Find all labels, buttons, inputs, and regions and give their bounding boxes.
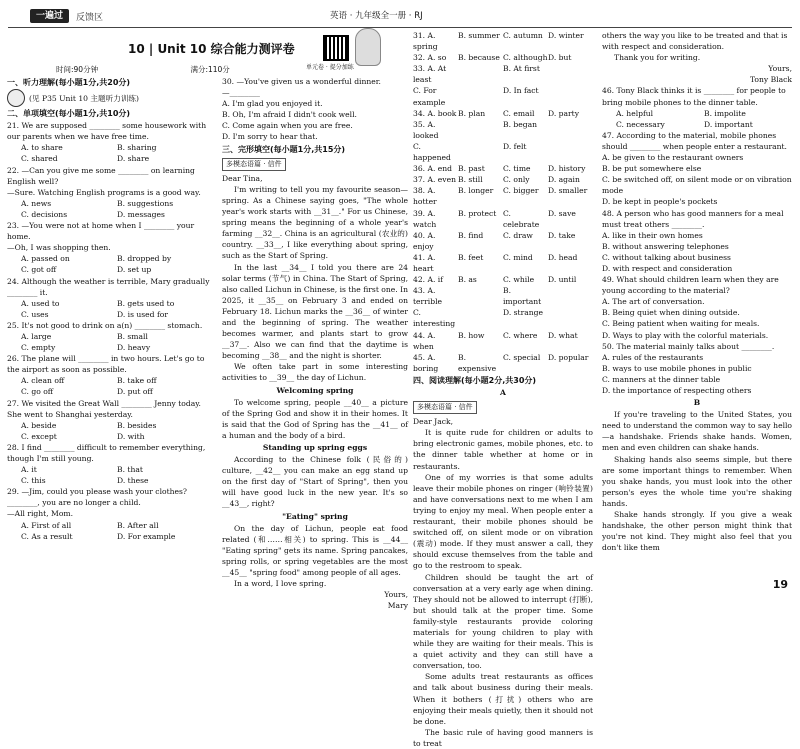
answer-option[interactable]: B. gets used to (117, 298, 175, 308)
passage-paragraph: One of my worries is that some adults leave their mobile phones on ringer (响铃装置) and have conversations next to me when I am trying to enjoy my meal. When people enter a restaurant, their mobile phones should be switched off, on silent mode or on vibration (震动) mode. If they must answer a call, they should excuse themselves from the table and go to the restroom to speak. (413, 472, 593, 571)
answer-option[interactable]: B. began (503, 119, 538, 129)
answer-option[interactable] (458, 119, 503, 141)
mascot-icon (355, 28, 381, 66)
answer-option[interactable]: D. is used for (117, 309, 168, 319)
headphones-icon (7, 89, 25, 107)
answer-options (413, 285, 593, 307)
section-heading: 四、阅读理解(每小题2分,共30分) (413, 375, 537, 385)
answer-options (413, 352, 593, 374)
answer-option[interactable]: D. put off (117, 387, 153, 397)
question-text: C. without talking about business (602, 252, 731, 262)
answer-option[interactable]: A. helpful (616, 108, 654, 118)
answer-option[interactable]: 39. A. watch (413, 208, 437, 229)
answer-options (413, 141, 593, 163)
column-3 (413, 30, 593, 749)
answer-option[interactable]: B. because (458, 53, 500, 63)
answer-options (7, 142, 213, 164)
question-text: D. with respect and consideration (602, 263, 733, 273)
question-text: 30. —You've given us a wonderful dinner. (222, 77, 381, 86)
answer-option[interactable]: A. it (21, 465, 37, 475)
question-text: —Sure. Watching English programs is a good way. (7, 187, 201, 197)
brand-logo: 一遍过 (30, 9, 69, 23)
section-heading: 三、完形填空(每小题1分,共15分) (222, 144, 346, 154)
answer-option[interactable]: D. take (548, 230, 576, 240)
answer-option[interactable]: C. while (503, 275, 535, 285)
genre-tag: 多模态语篇 · 信件 (413, 401, 477, 414)
answer-option[interactable]: B. how (458, 330, 485, 340)
passage-paragraph: In a word, I love spring. (234, 579, 327, 589)
answer-option[interactable]: D. heavy (117, 343, 151, 353)
answer-option[interactable]: C. where (503, 330, 538, 340)
answer-option[interactable]: 43. A. terrible (413, 286, 443, 307)
question-text: D. Ways to play with the colorful materials. (602, 330, 769, 340)
answer-option[interactable]: C. decisions (21, 209, 68, 219)
page-number: 19 (772, 578, 788, 591)
signature-line: Yours, (384, 590, 408, 600)
answer-option[interactable]: 44. A. when (413, 330, 436, 351)
answer-option[interactable]: D. strange (503, 308, 543, 318)
full-score: 满分:110分 (190, 65, 230, 74)
passage-paragraph: Some adults treat restaurants as offices and talk about business during their meals. When it bothers (打扰) others who are enjoying their meals quietly, then it should not be done. (413, 672, 593, 726)
question-text: 23. —You were not at home when I ________ your home. (7, 221, 195, 242)
passage-paragraph: Shake hands strongly. If you give a weak handshake, the other person might think that you're not kind. They might also feel that you don't like them (602, 510, 792, 553)
question-text: C. Being patient when waiting for meals. (602, 319, 760, 329)
genre-tag: 多模态语篇 · 信件 (222, 158, 286, 171)
passage-paragraph: Shaking hands also seems simple, but there are some important things to remember. When you shake hands, you must look into the other person's eyes the whole time you're shaking hands. (602, 454, 792, 508)
answer-option[interactable]: B. longer (458, 186, 494, 196)
subheading: "Eating" spring (282, 511, 348, 521)
answer-option[interactable]: A. large (21, 331, 52, 341)
answer-option[interactable]: B. expensive (458, 352, 497, 373)
answer-options (413, 230, 593, 252)
answer-option[interactable]: D. smaller (548, 186, 588, 196)
exam-meta (56, 64, 320, 75)
answer-options (413, 274, 593, 285)
question-text: 27. We visited the Great Wall ________ Jenny today. She went to Shanghai yesterday. (7, 398, 201, 419)
question-text: D. I'm sorry to hear that. (222, 132, 318, 142)
question-text: B. without answering telephones (602, 241, 729, 251)
answer-option[interactable]: C. bigger (503, 186, 539, 196)
time-limit: 时间:90分钟 (56, 65, 99, 74)
answer-option[interactable]: B. summer (458, 31, 500, 40)
answer-option[interactable]: C. uses (21, 309, 49, 319)
answer-options (7, 375, 213, 397)
answer-options (413, 252, 593, 274)
answer-options (7, 420, 213, 442)
answer-option[interactable]: 36. A. end (413, 164, 453, 174)
answer-option[interactable]: B. that (117, 465, 143, 475)
answer-option[interactable]: D. For example (117, 531, 176, 541)
question-text: B. be put somewhere else (602, 164, 702, 174)
answer-option[interactable] (548, 85, 593, 107)
question-text: C. be switched off, on silent mode or on vibration mode (602, 175, 792, 196)
question-text: —All right, Mom. (7, 509, 74, 519)
answer-option[interactable]: C. only (503, 175, 530, 185)
subheading: B (693, 398, 701, 408)
answer-options (602, 108, 792, 130)
answer-option[interactable]: C. although (503, 53, 548, 63)
question-text: 49. What should children learn when they are young according to the material? (602, 275, 779, 296)
passage-paragraph: Children should be taught the art of conversation at a very early age when dining. They should not be allowed to interrupt (打断), but should talk at the proper time. Some family-style restaurants provide coloring materials for young children to play with while they are waiting for their meals. This is a quiet activity and they can still have a conversation, too. (413, 572, 593, 671)
answer-option[interactable]: A. passed on (21, 254, 70, 264)
answer-option[interactable]: D. share (117, 154, 150, 164)
signature-line: Tony Black (749, 75, 792, 85)
answer-option[interactable]: D. what (548, 330, 578, 340)
answer-option[interactable]: C. empty (21, 343, 56, 353)
answer-option[interactable]: A. First of all (21, 520, 72, 530)
answer-option[interactable]: 33. A. At least (413, 64, 447, 85)
subheading: A (500, 388, 506, 397)
qr-label: 单元卷 · 提分加练 (306, 64, 354, 71)
question-text: B. ways to use mobile phones in public (602, 363, 752, 373)
answer-option[interactable]: C. celebrate (503, 208, 540, 229)
answer-options (7, 298, 213, 320)
answer-option[interactable]: B. sharing (117, 143, 157, 153)
passage-paragraph: In the last __34__ I told you there are 24 solar terms (节气) in China. The Start of Spring, also called Lichun in Chinese, is the first one. In 2025, it __35__ on February 3 and ended on February 18. Lichun marks the __36__ of winter and the beginning of spring. The weather becomes warmer, and plants start to grow __37__. Also we can find that the daytime is becoming __38__ and the night is shorter. (222, 262, 408, 361)
passage-paragraph: To welcome spring, people __40__ a picture of the Spring God and show it in their homes. It is said that the God of Spring has the __41__ of a human and the body of a bird. (222, 397, 408, 440)
answer-option[interactable]: C. happened (413, 141, 451, 163)
answer-option[interactable]: B. After all (117, 520, 159, 530)
subheading: Standing up spring eggs (262, 443, 368, 452)
answer-option[interactable]: C. this (21, 476, 46, 486)
question-text: D. the importance of respecting others (602, 386, 752, 395)
answer-option[interactable] (458, 285, 503, 307)
answer-option[interactable]: B. At first (503, 64, 540, 74)
question-text: B. Being quiet when dining outside. (602, 308, 740, 318)
answer-options (413, 208, 593, 230)
answer-options (413, 30, 593, 52)
answer-option[interactable]: 35. A. looked (413, 119, 439, 140)
question-text: Dear Jack, (413, 417, 453, 427)
listening-text: (见 P35 Unit 10 主题听力训练) (29, 93, 139, 103)
answer-option[interactable]: A. clean off (21, 376, 65, 386)
answer-option[interactable]: C. As a result (21, 531, 73, 541)
question-text: 48. A person who has good manners for a meal must treat others ________. (602, 208, 784, 229)
answer-option[interactable]: D. important (704, 119, 753, 129)
answer-option[interactable]: D. felt (503, 141, 527, 151)
qr-code-icon[interactable] (323, 35, 349, 61)
question-text: C. Come again when you are free. (222, 121, 353, 131)
answer-option[interactable]: A. to share (21, 143, 63, 153)
answer-option[interactable] (548, 63, 593, 85)
passage-paragraph: According to the Chinese folk (民俗的) culture, __42__ you can make an egg stand up on the first day of "Start of Spring", then you will have good luck in the new year. It's so __43__, right? (222, 455, 408, 509)
answer-option[interactable]: A. beside (21, 420, 57, 430)
answer-option[interactable] (458, 63, 503, 85)
question-text: 22. —Can you give me some ________ on learning English well? (7, 165, 195, 186)
answer-option[interactable]: 31. A. spring (413, 31, 438, 52)
answer-option[interactable]: C. shared (21, 154, 58, 164)
question-text: —Oh, I was shopping then. (7, 243, 111, 253)
answer-option[interactable]: D. In fact (503, 86, 539, 96)
answer-options (413, 185, 593, 207)
answer-option[interactable] (548, 285, 593, 307)
question-text: A. like in their own homes (602, 230, 703, 240)
answer-option[interactable]: D. winter (548, 31, 584, 40)
question-text: —________ (222, 88, 260, 98)
answer-options (7, 198, 213, 220)
answer-option[interactable]: 34. A. book (413, 108, 457, 118)
question-text: A. be given to the restaurant owners (602, 153, 744, 163)
answer-option[interactable]: D. history (548, 164, 586, 174)
answer-option[interactable]: 38. A. hotter (413, 186, 437, 207)
passage-paragraph: I'm writing to tell you my favourite season—spring. As a Chinese saying goes, "The whole year's work starts with __31__." For us Chinese, spring means the beginning of a whole year's farming __32__. China is an agricultural (农业的) country. __33__, I like everything about spring, such as the Start of Spring. (222, 184, 408, 261)
answer-options (413, 307, 593, 329)
answer-option[interactable]: D. head (548, 252, 578, 262)
answer-option[interactable]: D. popular (548, 352, 589, 362)
passage-paragraph: If you're traveling to the United States, you need to understand the common way to say hello—a handshake. Friends shake hands. Women, men and even children can shake hands. (602, 410, 792, 453)
answer-options (413, 330, 593, 352)
answer-option[interactable]: B. past (458, 164, 485, 174)
answer-option[interactable]: C. email (503, 108, 535, 118)
answer-option[interactable]: 42. A. if (413, 275, 444, 285)
question-text: D. be kept in people's pockets (602, 197, 718, 207)
answer-option[interactable]: C. go off (21, 387, 54, 397)
column-4 (602, 30, 792, 553)
answer-option[interactable]: A. used to (21, 298, 60, 308)
question-text: 21. We are supposed ________ some housework with our parents when we have free time. (7, 121, 207, 142)
section-tag: 反馈区 (76, 13, 104, 23)
signature-line: Mary (387, 601, 408, 611)
question-text: 25. It's not good to drink on a(n) ________ stomach. (7, 320, 203, 330)
answer-option[interactable]: D. but (548, 53, 572, 63)
answer-option[interactable] (548, 119, 593, 141)
answer-option[interactable]: C. time (503, 164, 531, 174)
answer-option[interactable] (458, 141, 503, 163)
answer-option[interactable]: B. small (117, 331, 148, 341)
question-text: Dear Tina, (222, 173, 263, 183)
question-text: 50. The material mainly talks about ________. (602, 341, 775, 351)
answer-option[interactable]: B. feet (458, 252, 484, 262)
answer-option[interactable]: B. plan (458, 108, 486, 118)
answer-option[interactable]: B. take off (117, 376, 157, 386)
answer-option[interactable]: A. news (21, 198, 52, 208)
answer-option[interactable]: D. messages (117, 209, 165, 219)
answer-option[interactable]: B. protect (458, 208, 497, 218)
answer-option[interactable]: D. these (117, 476, 149, 486)
answer-options (413, 163, 593, 174)
book-title: 英语 · 九年级全一册 · RJ (330, 11, 423, 21)
answer-option[interactable]: D. with (117, 431, 145, 441)
answer-option[interactable]: B. besides (117, 420, 157, 430)
page-header (8, 7, 792, 28)
answer-options (413, 108, 593, 119)
question-text: C. manners at the dinner table (602, 374, 721, 384)
answer-option[interactable]: B. still (458, 175, 483, 185)
section-heading: 二、单项填空(每小题1分,共10分) (7, 109, 131, 119)
answer-option[interactable]: C. mind (503, 252, 533, 262)
question-text: others the way you like to be treated and that is with respect and consideration. (602, 31, 788, 52)
answer-option[interactable]: C. autumn (503, 31, 543, 40)
passage-paragraph: We often take part in some interesting activities to __39__ the day of Lichun. (222, 362, 408, 383)
answer-option[interactable] (458, 85, 503, 107)
answer-option[interactable]: 41. A. heart (413, 252, 436, 273)
answer-options (413, 52, 593, 63)
question-text: 28. I find ________ difficult to remember everything, though I'm still young. (7, 442, 206, 463)
answer-options (413, 119, 593, 141)
answer-option[interactable]: D. until (548, 275, 577, 285)
question-text: 29. —Jim, could you please wash your clothes? ________, you are no longer a child. (7, 487, 187, 508)
section-heading: 一、听力理解(每小题1分,共20分) (7, 78, 131, 87)
answer-options (413, 63, 593, 85)
question-text: A. The art of conversation. (602, 297, 705, 307)
column-2 (222, 76, 408, 611)
signature-line: Yours, (768, 64, 792, 74)
subheading: Welcoming spring (276, 385, 354, 395)
listening-note (7, 89, 213, 107)
passage-paragraph: On the day of Lichun, people eat food related (和……相关) to spring. This is __44__ "Eating spring" gets its name. Spring pancakes, spring rolls, or spring vegetables are the most __45__ "spring food" among people of all ages. (222, 523, 408, 578)
answer-option[interactable]: 45. A. boring (413, 352, 439, 373)
question-text: 24. Although the weather is terrible, Mary gradually ________ it. (7, 276, 210, 297)
question-text: B. Oh, I'm afraid I didn't cook well. (222, 110, 357, 120)
answer-option[interactable]: B. as (458, 275, 477, 285)
answer-option[interactable]: C. draw (503, 230, 533, 240)
answer-option[interactable]: C. interesting (413, 308, 456, 329)
answer-option[interactable]: B. find (458, 230, 484, 240)
answer-option[interactable]: C. necessary (616, 119, 665, 129)
answer-option[interactable]: B. impolite (704, 108, 746, 118)
answer-options (7, 464, 213, 486)
question-text: A. rules of the restaurants (602, 352, 704, 362)
answer-option[interactable]: 37. A. even (413, 175, 456, 185)
answer-option[interactable]: D. party (548, 108, 580, 118)
answer-options (413, 174, 593, 185)
answer-option[interactable]: B. important (503, 286, 542, 307)
passage-paragraph: It is quite rude for children or adults to bring electronic games, mobile phones, etc. to the dinner table whether at home or in restaurants. (413, 428, 593, 471)
answer-options (7, 253, 213, 275)
answer-option[interactable]: B. suggestions (117, 198, 174, 208)
answer-options (7, 520, 213, 542)
answer-option[interactable]: C. special (503, 352, 541, 362)
answer-option[interactable]: 32. A. so (413, 53, 447, 63)
column-1 (7, 76, 213, 542)
answer-option[interactable] (458, 307, 503, 329)
answer-option[interactable]: C. got off (21, 265, 57, 275)
question-text: 26. The plane will ________ in two hours. Let's go to the airport as soon as possible. (7, 354, 205, 375)
passage-paragraph: The basic rule of having good manners is to treat (413, 727, 593, 748)
answer-option[interactable]: D. again (548, 175, 580, 185)
passage-paragraph: Thank you for writing. (614, 53, 701, 63)
answer-option[interactable]: B. dropped by (117, 254, 172, 264)
answer-option[interactable]: 40. A. enjoy (413, 230, 436, 251)
answer-option[interactable]: D. save (548, 208, 576, 218)
answer-option[interactable] (548, 141, 593, 163)
answer-option[interactable]: C. except (21, 431, 57, 441)
answer-option[interactable]: D. set up (117, 265, 152, 275)
page-title: 10 | Unit 10 综合能力测评卷 (128, 42, 295, 56)
answer-option[interactable] (548, 307, 593, 329)
answer-options (413, 85, 593, 107)
answer-option[interactable]: C. For example (413, 86, 446, 107)
question-text: 47. According to the material, mobile phones should ________ when people enter a restaurant. (602, 130, 787, 151)
question-text: 46. Tony Black thinks it is ________ for people to bring mobile phones to the dinner table. (602, 86, 786, 107)
answer-options (7, 331, 213, 353)
question-text: A. I'm glad you enjoyed it. (222, 99, 323, 109)
